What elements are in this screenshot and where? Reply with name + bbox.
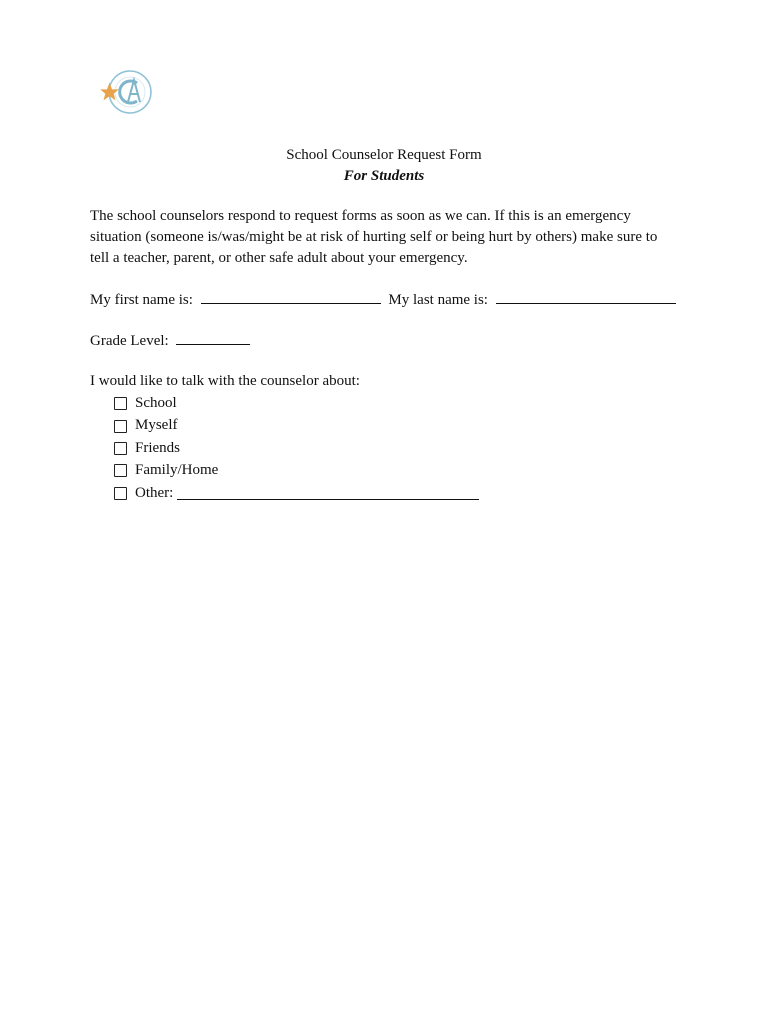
checkbox-icon[interactable] — [114, 397, 127, 410]
topic-option-other[interactable] — [114, 482, 479, 504]
grade-level-label: Grade Level: — [90, 333, 169, 349]
topics-prompt: I would like to talk with the counselor about: — [90, 373, 360, 389]
name-fields-row — [90, 289, 676, 311]
checkbox-icon[interactable] — [114, 420, 127, 433]
topic-label: Family/Home — [135, 462, 219, 479]
checkbox-icon[interactable] — [114, 442, 127, 455]
topic-option-family-home[interactable] — [114, 459, 479, 481]
first-name-field[interactable] — [201, 289, 381, 304]
topic-option-myself[interactable] — [114, 414, 479, 436]
school-logo — [98, 66, 156, 120]
other-topic-field[interactable] — [177, 485, 479, 500]
checkbox-icon[interactable] — [114, 464, 127, 477]
title-block — [0, 145, 768, 187]
topic-label: Friends — [135, 439, 180, 456]
topic-label: Other: — [135, 484, 174, 501]
topic-label: Myself — [135, 417, 178, 434]
topic-option-friends[interactable] — [114, 437, 479, 459]
page-title: School Counselor Request Form — [286, 147, 482, 163]
last-name-field[interactable] — [496, 289, 676, 304]
first-name-label: My first name is: — [90, 292, 193, 308]
grade-field-row — [90, 330, 250, 352]
checkbox-icon[interactable] — [114, 487, 127, 500]
page-subtitle: For Students — [343, 168, 425, 184]
topic-option-school[interactable] — [114, 392, 479, 414]
grade-level-field[interactable] — [176, 330, 250, 345]
topic-checklist — [114, 392, 479, 504]
topic-label: School — [135, 395, 177, 411]
last-name-label: My last name is: — [388, 292, 488, 308]
intro-paragraph: The school counselors respond to request forms as soon as we can. If this is an emergency situation (someone is/was/might be at risk of hurting self or being hurt by others) make sure to tell a teacher, parent, or other safe adult about your emergency. — [90, 208, 658, 266]
